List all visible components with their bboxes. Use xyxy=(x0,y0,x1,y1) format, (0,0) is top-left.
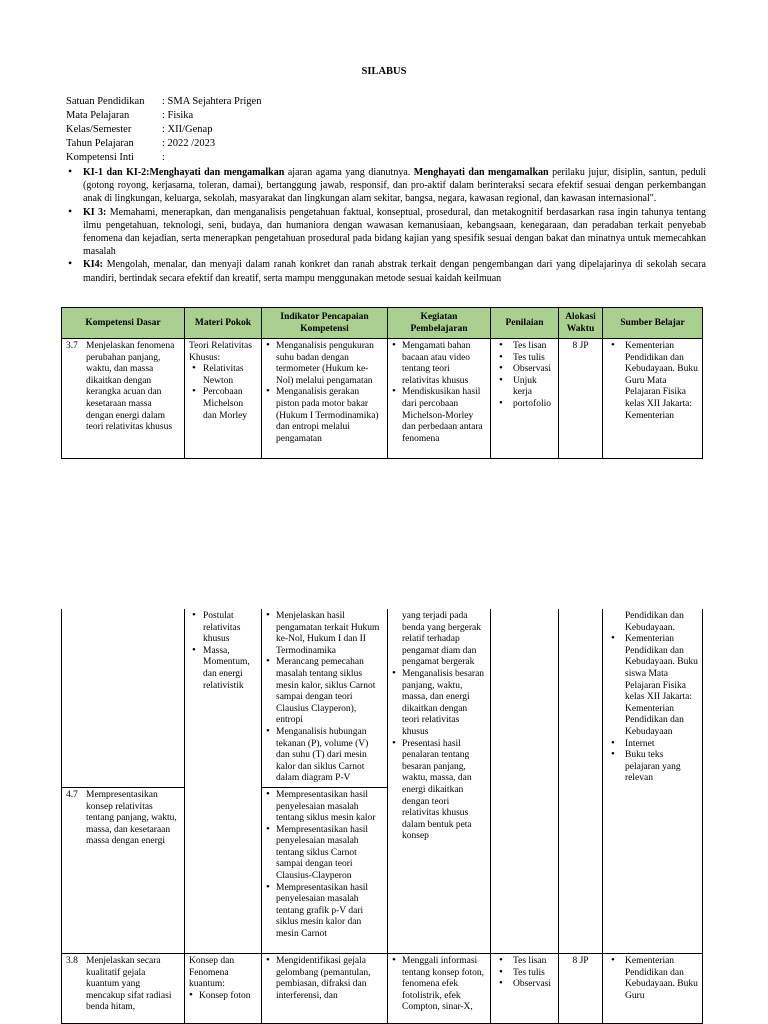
materi-pokok-cell xyxy=(185,609,262,953)
list-item: • Menganalisis besaran panjang, waktu, massa, dan energi dikaitkan dengan teori relativitas khusus xyxy=(392,669,486,739)
penilaian-cell xyxy=(491,609,559,953)
identity-block xyxy=(66,95,261,165)
meta-row xyxy=(66,137,261,151)
kompetensi-inti-list xyxy=(66,166,706,285)
list-item: • Relativitas Newton xyxy=(189,364,257,387)
list-item: • Mengidentifikasi gejala gelombang (pemantulan, pembiasan, difraksi dan interferensi, dan xyxy=(266,956,383,1002)
sumber-cell xyxy=(603,953,703,1023)
sumber-cell: Pendidikan dan Kebudayaan. • Kementerian Pendidikan dan Kebudayaan. Buku siswa Mata Pelajaran Fisika kelas XII Jakarta: Kementerian Pendidikan dan Kebudayaan • Internet • Buku teks pelajaran yang relevan xyxy=(603,609,703,953)
kompetensi-dasar-cell: 4.7 Mempresentasikan konsep relativitas tentang panjang, waktu, massa, dan kesetaraan massa dengan energi xyxy=(62,787,185,953)
bullet-list xyxy=(266,341,383,445)
indikator-cell xyxy=(262,787,388,953)
bullet-list xyxy=(495,341,554,411)
list-item: • Unjuk kerja xyxy=(495,376,554,399)
meta-row xyxy=(66,123,261,137)
list-item: • Menjelaskan hasil pengamatan terkait Hukum ke-Nol, Hukum I dan II Termodinamika xyxy=(266,611,383,657)
list-item: • Percobaan Michelson dan Morley xyxy=(189,387,257,422)
list-item: • Observasi xyxy=(495,364,554,376)
kompetensi-dasar-cell: 3.7 Menjelaskan fenomena perubahan panjang, waktu, dan massa dikaitkan dengan kerangka acuan dan kesetaraan massa dengan energi dalam teori relativitas khusus xyxy=(62,339,185,459)
column-header: Kegiatan Pembelajaran xyxy=(388,308,491,339)
sumber-cell xyxy=(603,339,703,459)
list-item: • portofolio xyxy=(495,399,554,411)
meta-value: : SMA Sejahtera Prigen xyxy=(162,96,262,107)
alokasi-cell xyxy=(559,609,603,953)
column-header: Materi Pokok xyxy=(185,308,262,339)
indikator-cell xyxy=(262,339,388,459)
list-item: • Internet xyxy=(607,739,698,751)
meta-key: Kelas/Semester xyxy=(66,124,132,135)
silabus-table-2 xyxy=(61,609,703,1024)
list-item: • Kementerian Pendidikan dan Kebudayaan. Buku Guru Mata Pelajaran Fisika kelas XII Jakarta: Kementerian xyxy=(607,341,698,422)
column-header: Penilaian xyxy=(491,308,559,339)
list-item: • Tes tulis xyxy=(495,353,554,365)
list-item: • Tes lisan xyxy=(495,956,554,968)
list-item: • Mempresentasikan hasil penyelesaian masalah tentang grafik p-V dari siklus mesin kalor dan mesin Carnot xyxy=(266,883,383,941)
table-row xyxy=(62,953,703,1023)
penilaian-cell xyxy=(491,953,559,1023)
materi-pokok-cell: Konsep dan Fenomena kuantum: • Konsep foton xyxy=(185,953,262,1023)
list-item: • Menggali informasi tentang konsep foton, fenomena efek fotolistrik, efek Compton, sinar-X, xyxy=(392,956,486,1014)
column-header: Sumber Belajar xyxy=(603,308,703,339)
list-item: • Mempresentasikan hasil penyelesaian masalah tentang siklus Carnot sampai dengan teori Clausius-Clayperon xyxy=(266,825,383,883)
bullet-list xyxy=(189,611,257,692)
list-item: • Kementerian Pendidikan dan Kebudayaan. Buku Guru xyxy=(607,956,698,1002)
bullet-list xyxy=(266,790,383,941)
list-item: • Mempresentasikan hasil penyelesaian masalah tentang siklus mesin kalor xyxy=(266,790,383,825)
list-item: • Menganalisis hubungan tekanan (P), volume (V) dan suhu (T) dari mesin kalor dan siklus Carnot dalam diagram P-V xyxy=(266,727,383,785)
table-header-row xyxy=(62,308,703,339)
ki-item: • KI-1 dan KI-2:Menghayati dan mengamalkan ajaran agama yang dianutnya. Menghayati dan mengamalkan perilaku jujur, disiplin, santun, peduli (gotong royong, kerjasama, toleran, damai), bertanggung jawab, responsif, dan pro-aktif dalam berinteraksi secara efektif sesuai dengan perkembangan anak di lingkungan, keluarga, sekolah, masyarakat dan lingkungan alam sekitar, bangsa, negara, kawasan regional, dan kawasan internasional". xyxy=(66,166,706,206)
bullet-list xyxy=(266,956,383,1002)
bullet-list xyxy=(189,991,257,1003)
indikator-cell xyxy=(262,953,388,1023)
meta-value: : 2022 /2023 xyxy=(162,138,216,149)
bullet-list xyxy=(607,341,698,422)
kegiatan-cell xyxy=(388,953,491,1023)
ki-item: • KI 3: Memahami, menerapkan, dan menganalisis pengetahuan faktual, konseptual, prosedural, dan metakognitif berdasarkan rasa ingin tahunya tentang ilmu pengetahuan, teknologi, seni, budaya, dan humaniora dengan wawasan kemanusiaan, kebangsaan, kenegaraan, dan peradaban terkait penyebab fenomena dan kejadian, serta menerapkan pengetahuan prosedural pada bidang kajian yang spesifik sesuai dengan bakat dan minatnya untuk memecahkan masalah xyxy=(66,206,706,259)
table-row xyxy=(62,609,703,787)
bullet-list xyxy=(392,341,486,445)
bullet-list xyxy=(392,956,486,1014)
bullet-list xyxy=(266,611,383,785)
meta-key: Mata Pelajaran xyxy=(66,110,130,121)
kegiatan-cell: yang terjadi pada benda yang bergerak relatif terhadap pengamat diam dan pengamat bergerak • Menganalisis besaran panjang, waktu, massa, dan energi dikaitkan dengan teori relativitas khusus • Presentasi hasil penalaran tentang besaran panjang, waktu, massa, dan energi dikaitkan dengan teori relativitas khusus dalam bentuk peta konsep xyxy=(388,609,491,953)
table-row xyxy=(62,339,703,459)
materi-pokok-cell: Teori Relativitas Khusus: • Relativitas Newton • Percobaan Michelson dan Morley xyxy=(185,339,262,459)
meta-value: : xyxy=(162,152,165,163)
alokasi-cell: 8 JP xyxy=(559,339,603,459)
list-item: • Postulat relativitas khusus xyxy=(189,611,257,646)
list-item: • Menganalisis gerakan piston pada motor bakar (Hukum I Termodinamika) dan entropi melalui pengamatan xyxy=(266,387,383,445)
meta-key: Satuan Pendidikan xyxy=(66,96,145,107)
kompetensi-dasar-cell xyxy=(62,609,185,787)
list-item: • Presentasi hasil penalaran tentang besaran panjang, waktu, massa, dan energi dikaitkan dengan teori relativitas khusus dalam bentuk peta konsep xyxy=(392,739,486,843)
list-item: • Tes lisan xyxy=(495,341,554,353)
list-item: • Menganalisis pengukuran suhu badan dengan termometer (Hukum ke-Nol) melalui pengamatan xyxy=(266,341,383,387)
meta-value: : Fisika xyxy=(162,110,194,121)
meta-row xyxy=(66,95,261,109)
list-item: • Buku teks pelajaran yang relevan xyxy=(607,750,698,785)
list-item: • Konsep foton xyxy=(189,991,257,1003)
silabus-table-1 xyxy=(61,307,703,459)
bullet-list xyxy=(495,956,554,991)
kegiatan-cell xyxy=(388,339,491,459)
meta-row xyxy=(66,151,261,165)
list-item: • Kementerian Pendidikan dan Kebudayaan. Buku siswa Mata Pelajaran Fisika kelas XII Jakarta: Kementerian Pendidikan dan Kebudayaan xyxy=(607,634,698,738)
alokasi-cell: 8 JP xyxy=(559,953,603,1023)
column-header: Indikator Pencapaian Kompetensi xyxy=(262,308,388,339)
meta-key: Kompetensi Inti xyxy=(66,152,134,163)
bullet-list xyxy=(392,669,486,843)
list-item: • Mendiskusikan hasil dari percobaan Michelson-Morley dan perbedaan antara fenomena xyxy=(392,387,486,445)
page-title: SILABUS xyxy=(361,66,407,77)
column-header: Kompetensi Dasar xyxy=(62,308,185,339)
meta-key: Tahun Pelajaran xyxy=(66,138,134,149)
list-item: • Massa, Momentum, dan energi relativistik xyxy=(189,646,257,692)
bullet-list xyxy=(189,364,257,422)
bullet-list xyxy=(607,956,698,1002)
list-item: • Merancang pemecahan masalah tentang siklus mesin kalor, siklus Carnot sampai dengan teori Clausius Clayperon), entropi xyxy=(266,657,383,727)
indikator-cell xyxy=(262,609,388,787)
list-item: • Observasi xyxy=(495,979,554,991)
meta-row xyxy=(66,109,261,123)
meta-value: : XII/Genap xyxy=(162,124,213,135)
list-item: • Tes tulis xyxy=(495,968,554,980)
kompetensi-dasar-cell: 3.8 Menjelaskan secara kualitatif gejala kuantum yang mencakup sifat radiasi benda hitam, xyxy=(62,953,185,1023)
penilaian-cell xyxy=(491,339,559,459)
list-item: • Mengamati bahan bacaan atau video tentang teori relativitas khusus xyxy=(392,341,486,387)
bullet-list xyxy=(607,634,698,785)
ki-item: • KI4: Mengolah, menalar, dan menyaji dalam ranah konkret dan ranah abstrak terkait dengan pengembangan dari yang dipelajarinya di sekolah secara mandiri, bertindak secara efektif dan kreatif, serta mampu menggunakan metode sesuai kaidah keilmuan xyxy=(66,258,706,284)
column-header: Alokasi Waktu xyxy=(559,308,603,339)
